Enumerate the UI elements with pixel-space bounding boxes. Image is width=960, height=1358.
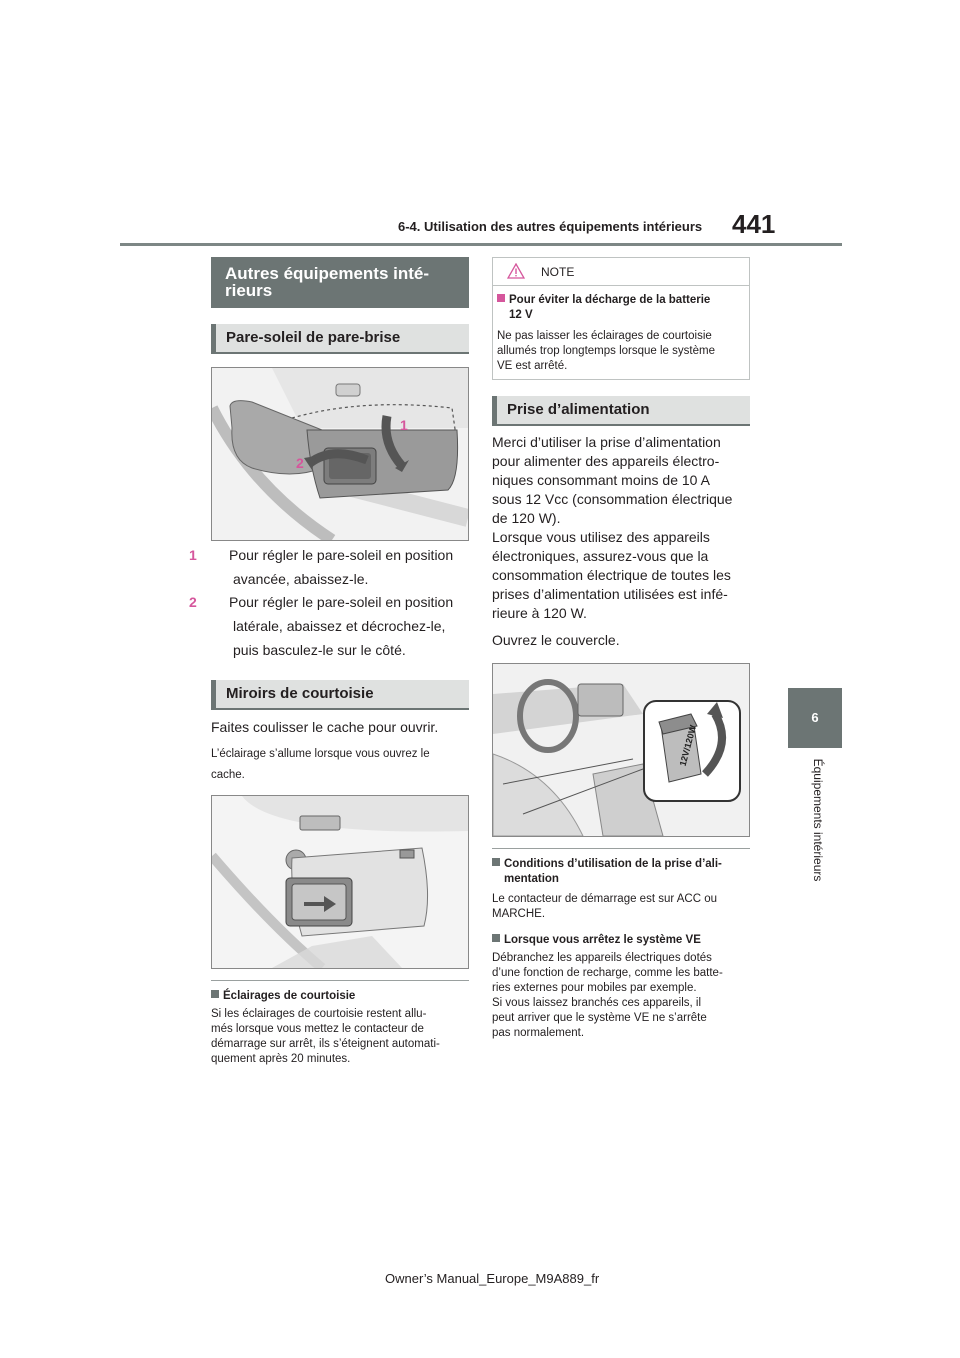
note-subtitle: Pour éviter la décharge de la batterie 12 V: [497, 293, 745, 323]
power-outlet-illustration: [493, 664, 749, 836]
stop-text: Débranchez les appareils électriques dotés d’une fonction de recharge, comme les batte- ries externes pour mobiles par exemple. Si vous laissez branchés ces appareils, il peut arriver que le système VE ne s’arrête pas normalement.: [492, 952, 723, 1039]
note-box: [492, 257, 750, 380]
mirrors-note: L’éclairage s’allume lorsque vous ouvrez le cache.: [211, 748, 430, 781]
mirror-illustration: [212, 796, 468, 968]
chapter-tab[interactable]: 6: [788, 688, 842, 748]
power-outlet-figure: [492, 663, 750, 837]
note-title-bar: [493, 258, 749, 286]
section-title: 6-4. Utilisation des autres équipements intérieurs: [398, 219, 703, 234]
header-rule: [120, 243, 842, 246]
outlet-label: 12V/120W: [677, 724, 699, 768]
stop-title: Lorsque vous arrêtez le système VE: [492, 933, 750, 948]
main-heading: Autres équipements inté-rieurs: [211, 257, 469, 308]
mirrors-instruction: Faites coulisser le cache pour ouvrir.: [211, 719, 439, 735]
callout-1: 1: [400, 417, 408, 433]
sunvisor-heading: Pare-soleil de pare-brise: [211, 324, 469, 354]
warning-icon: [507, 263, 525, 279]
mirror-figure: [211, 795, 469, 969]
conditions-text: Le contacteur de démarrage est sur ACC ou MARCHE.: [492, 893, 718, 920]
power-outlet-paragraph: Merci d’utiliser la prise d’alimentation pour alimenter des appareils électro- niques consommant moins de 10 A sous 12 Vcc (consommation électrique de 120 W). Lorsque vous utilisez des appareils électroniques, assurez-vous que la consommation électrique de toutes les prises d’alimentation utilisées est infé- rieure à 120 W.: [492, 434, 733, 621]
lighting-text: Si les éclairages de courtoisie restent allu- més lorsque vous mettez le contacteur de démarrage sur arrêt, ils s’éteignent automati- quement après 20 minutes.: [211, 1008, 440, 1065]
note-text: Ne pas laisser les éclairages de courtoisie allumés trop longtemps lorsque le système VE est arrêté.: [497, 330, 715, 372]
sunvisor-illustration: [212, 368, 468, 540]
conditions-title: Conditions d’utilisation de la prise d’ali- mentation: [492, 857, 750, 887]
callout-2: 2: [296, 455, 304, 471]
power-outlet-heading: Prise d’alimentation: [492, 396, 750, 426]
divider: [492, 848, 750, 849]
sunvisor-figure: [211, 367, 469, 541]
mirrors-heading: Miroirs de courtoisie: [211, 680, 469, 710]
footer-manual-id: Owner’s Manual_Europe_M9A889_fr: [385, 1271, 600, 1286]
note-title: NOTE: [541, 265, 575, 279]
sunvisor-step-1: 1 Pour régler le pare-soleil en position avancée, abaissez-le.: [189, 547, 454, 587]
lighting-title: Éclairages de courtoisie: [211, 989, 469, 1004]
page-number: 441: [732, 209, 776, 239]
divider: [211, 980, 469, 981]
power-outlet-instruction: Ouvrez le couvercle.: [492, 632, 620, 648]
chapter-label: Équipements intérieurs: [811, 758, 825, 882]
sunvisor-step-2: 2 Pour régler le pare-soleil en position latérale, abaissez et décrochez-le, puis basculez-le sur le côté.: [189, 594, 454, 658]
